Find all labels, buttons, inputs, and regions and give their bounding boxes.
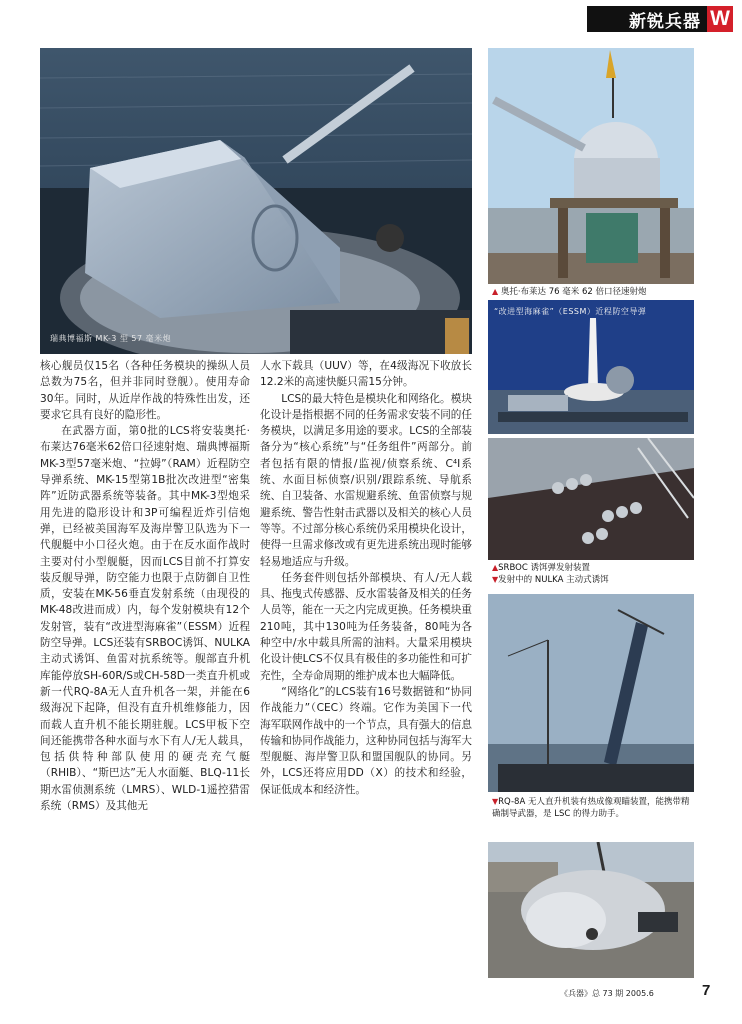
caption-marker-icon: ▲ [492,287,499,296]
section-letter-badge: W [707,6,733,32]
paragraph: “网络化”的LCS装有16号数据链和“协同作战能力”（CEC）终端。它作为美国下一代海军联网作战中的一个节点，具有强大的信息传输和协同作战能力，这种协同包括与海军大型舰艇、海岸警卫队和盟国舰队的协同。另外，LCS还将应用DD（X）的技术和经验，保证低成本和经济性。 [260,685,472,796]
caption-text: 奥托·布莱达 76 毫米 62 倍口径速射炮 [500,287,647,297]
caption-rq8a [492,796,696,820]
caption-76mm-gun [492,286,696,298]
essm-overlay-caption: “改进型海麻雀”（ESSM）近程防空导弹 [494,307,647,316]
main-photo-57mm-gun [40,48,472,354]
caption-marker-icon: ▼ [492,575,499,584]
section-title: 新锐兵器 [629,11,701,32]
section-header [587,6,733,32]
caption-marker-icon: ▲ [492,563,499,572]
main-photo-caption: 瑞典博福斯 MK-3 型 57 毫米炮 [50,334,172,343]
caption-srboc-nulka [492,562,696,586]
text-column-left [40,358,250,814]
text-column-right [260,358,472,798]
caption-text-srboc: SRBOC 诱饵弹发射装置 [498,563,590,573]
photo-srboc-launcher [488,438,694,560]
photo-rq8a-drone [488,842,694,978]
photo-76mm-gun [488,48,694,284]
caption-marker-icon: ▼ [492,797,499,806]
photo-essm-launch [488,300,694,434]
footer-issue: 《兵器》总 73 期 2005.6 [560,989,654,998]
paragraph: LCS的最大特色是模块化和网络化。模块化设计是指根据不同的任务需求安装不同的任务模块，以满足多用途的要求。LCS的全部装备分为“核心系统”与“任务组件”两部分。前者包括有限的情报/监视/侦察系统、C⁴I系统、水面目标侦察/识别/跟踪系统、导航系统、自卫装备、水雷规避系统、鱼雷侦察与规避系统、警告性射击武器以及相关的核心人员等等。不过部分核心系统仍采用模块化设计，使得一旦需求修改或有更先进系统出现时能够轻易地适应与升级。 [260,392,472,568]
photo-nulka-decoy [488,594,694,792]
page-number: 7 [702,982,711,999]
caption-text-nulka: 发射中的 NULKA 主动式诱饵 [498,575,609,585]
paragraph: 任务套件则包括外部模块、有人/无人载具、拖曳式传感器、反水雷装备及相关的任务人员等，能在一天之内完成更换。任务模块重210吨，其中130吨为任务装备，80吨为各种空中/水中载具所需的油料。大量采用模块化设计使LCS不仅具有极佳的多功能性和可扩充性，全寿命周期的维护成本也大幅降低。 [260,571,472,682]
paragraph: 在武器方面，第0批的LCS将安装奥托·布莱达76毫米62倍口径速射炮、瑞典博福斯 MK-3型57毫米炮、“拉姆”（RAM）近程防空导弹系统、MK-15型第1B批次改进型“密集阵”近防武器系统等装备。其中MK-3型炮采用先进的隐形设计和3P可编程近炸引信炮弹，已经被美国海军及海岸警卫队选为下一代舰艇中小口径火炮。由于在反水面作战时主要对付小型舰艇，因而LCS目前不打算安装反舰导弹，防空能力也限于点防御自卫性质，安装在MK-56垂直发射系统（由现役的MK-48改进而成）内，每个发射模块有12个发射管，装有“改进型海麻雀”（ESSM）近程防空导弹。LCS还装有SRBOC诱饵、NULKA主动式诱饵、鱼雷对抗系统等。舰部直升机库能停放SH-60R/S或CH-58D一类直升机或新一代RQ-8A无人直升机各一架，并能在6级海况下起降，但没有直升机维修能力，因而载人直升机不能长期驻舰。LCS甲板下空间还能携带各种水面与水下有人/无人载具，包括供特种部队使用的硬壳充气艇（RHIB）、“斯巴达”无人水面艇、BLQ-11长期水雷侦测系统（LMRS）、WLD-1遥控猎雷系统（RMS）及其他无 [40,425,250,813]
paragraph: 核心舰员仅15名（各种任务模块的操纵人员总数为75名，但并非同时登舰）。使用寿命30年。同时，从近岸作战的特殊性出发，还要求它具有良好的隐形性。 [40,360,250,421]
caption-text: RQ-8A 无人直升机装有热成像观瞄装置，能携带精确制导武器，是 LSC 的得力助手。 [492,797,690,819]
paragraph: 人水下载具（UUV）等，在4级海况下收放长12.2米的高速快艇只需15分钟。 [260,360,472,389]
